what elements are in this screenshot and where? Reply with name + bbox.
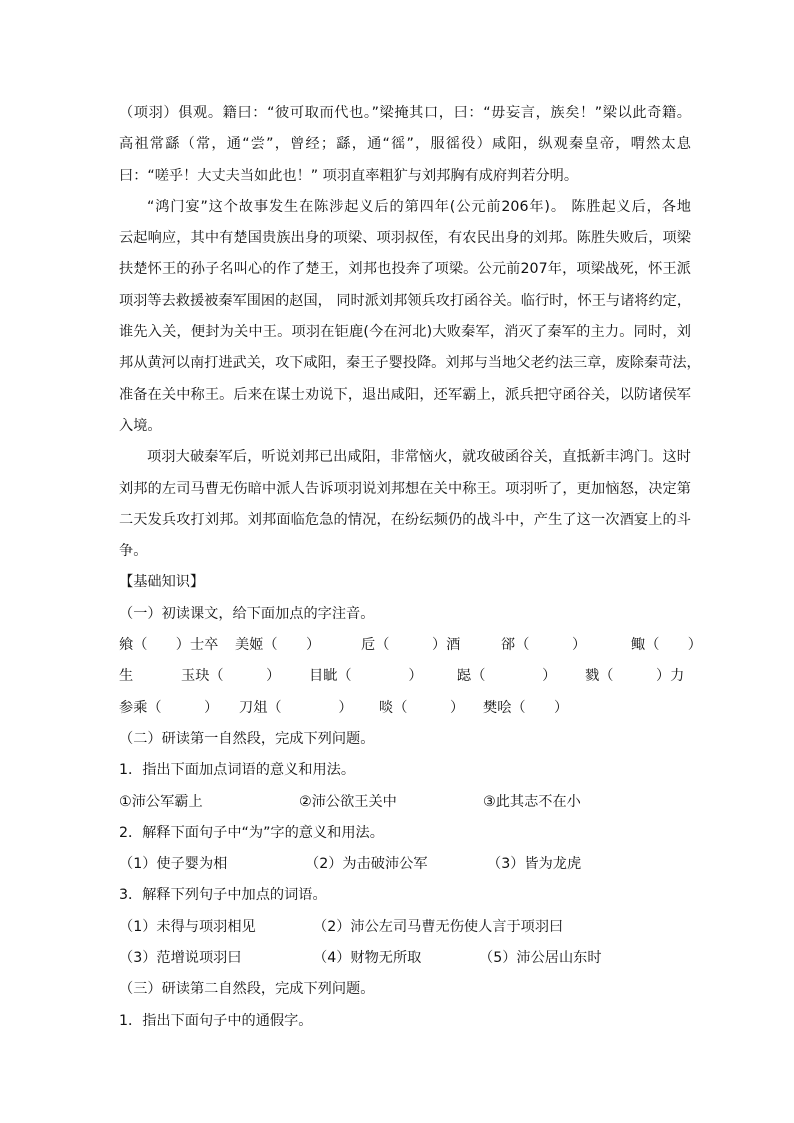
pinyin-item: 参乘（ ）: [119, 699, 219, 716]
q3-row-1: [119, 912, 691, 943]
para3-line-3: 二天发兵攻打刘邦。刘邦面临危急的情况，在纷纭频仍的战斗中，产生了这一次酒宴上的斗: [119, 511, 691, 528]
para2-line-2: 云起响应，其中有楚国贵族出身的项梁、项羽叔侄，有农民出身的刘邦。陈胜失败后，项梁: [119, 230, 691, 247]
q1-item: ①沛公军霸上: [119, 793, 203, 810]
para2-line-5: 谁先入关，便封为关中王。项羽在钜鹿(今在河北)大败秦军，消灭了秦军的主力。同时，刘: [119, 324, 691, 341]
q3-item: （2）沛公左司马曹无伤使人言于项羽曰: [313, 918, 564, 935]
q3-item: （1）未得与项羽相见: [119, 918, 256, 935]
pinyin-item: 啖（ ）: [379, 699, 465, 716]
pinyin-item: 樊哙（ ）: [483, 699, 569, 716]
para2-line-1: “鸿门宴”这个故事发生在陈涉起义后的第四年(公元前206年)。 陈胜起义后，各地: [147, 198, 691, 215]
pinyin-item: 郤（ ）: [501, 637, 587, 654]
para1-line-3: 曰：“嗟乎！大丈夫当如此也！” 项羽直率粗犷与刘邦胸有成府判若分明。: [119, 167, 579, 184]
pinyin-item: 跽（ ）: [457, 668, 557, 685]
pinyin-row-3: [119, 693, 691, 724]
pinyin-item: 刀俎（ ）: [239, 699, 353, 716]
pinyin-row-1: [119, 630, 702, 661]
part1-title: （一）初读课文，给下面加点的字注音。: [119, 605, 375, 622]
q2-item: （3）皆为龙虎: [487, 856, 582, 873]
pinyin-item: 玉玦（ ）: [181, 668, 281, 685]
q2-item: （2）为击破沛公军: [305, 856, 428, 873]
q1-item: ③此其志不在小: [483, 793, 581, 810]
section-title: 【基础知识】: [119, 574, 205, 591]
pinyin-item: 鲰（ ）: [631, 637, 702, 654]
q2-title: 2．解释下面句子中“为”字的意义和用法。: [119, 824, 384, 841]
q3-title: 3．解释下列句子中加点的词语。: [119, 887, 327, 904]
p3-q1-title: 1．指出下面句子中的通假字。: [119, 1012, 313, 1029]
para2-line-6: 邦从黄河以南打进武关，攻下咸阳，秦王子婴投降。刘邦与当地父老约法三章，废除秦苛法，: [119, 355, 701, 372]
para2-line-7: 准备在关中称王。后来在谋士劝说下，退出咸阳，还军霸上，派兵把守函谷关，以防诸侯军: [119, 386, 691, 403]
para2-line-4: 项羽等去救援被秦军围困的赵国， 同时派刘邦领兵攻打函谷关。临行时，怀王与诸将约定，: [119, 292, 692, 309]
part3-title: （三）研读第二自然段，完成下列问题。: [119, 981, 375, 998]
para3-line-2: 刘邦的左司马曹无伤暗中派人告诉项羽说刘邦想在关中称王。项羽听了，更加恼怒，决定第: [119, 480, 691, 497]
part2-title: （二）研读第一自然段，完成下列问题。: [119, 730, 375, 747]
pinyin-item: 生: [119, 668, 134, 685]
q1-title: 1．指出下面加点词语的意义和用法。: [119, 762, 356, 779]
q3-item: （4）财物无所取: [313, 950, 422, 967]
para2-line-3: 扶楚怀王的孙子名叫心的作了楚王，刘邦也投奔了项梁。公元前207年，项梁战死，怀王派: [119, 261, 691, 278]
q2-item: （1）使子婴为相: [119, 856, 228, 873]
q2-items: [119, 849, 691, 880]
q1-items: [119, 787, 691, 818]
para2-line-8: 入境。: [119, 417, 162, 434]
pinyin-item: 戮（ ）力: [585, 668, 685, 685]
pinyin-item: 目眦（ ）: [309, 668, 423, 685]
document-page: [119, 98, 702, 1037]
pinyin-item: 美姬（ ）: [235, 637, 321, 654]
pinyin-row-2: [119, 661, 691, 692]
q1-item: ②沛公欲王关中: [299, 793, 397, 810]
pinyin-item: 卮（ ）酒: [361, 637, 461, 654]
q3-item: （3）范增说项羽曰: [119, 950, 242, 967]
pinyin-item: 飨（ ）士卒: [119, 637, 219, 654]
para1-line-1: （项羽）俱观。籍曰：“彼可取而代也。”梁掩其口，曰：“毋妄言，族矣！”梁以此奇籍。: [119, 105, 691, 121]
q3-item: （5）沛公居山东时: [479, 950, 602, 967]
para1-line-2: 高祖常繇（常，通“尝”，曾经；繇，通“徭”，服徭役）咸阳，纵观秦皇帝，喟然太息: [119, 136, 691, 153]
para3-line-4: 争。: [119, 543, 148, 560]
q3-row-2: [119, 943, 691, 974]
para3-line-1: 项羽大破秦军后，听说刘邦已出咸阳，非常恼火，就攻破函谷关，直抵新丰鸿门。这时: [147, 449, 691, 466]
